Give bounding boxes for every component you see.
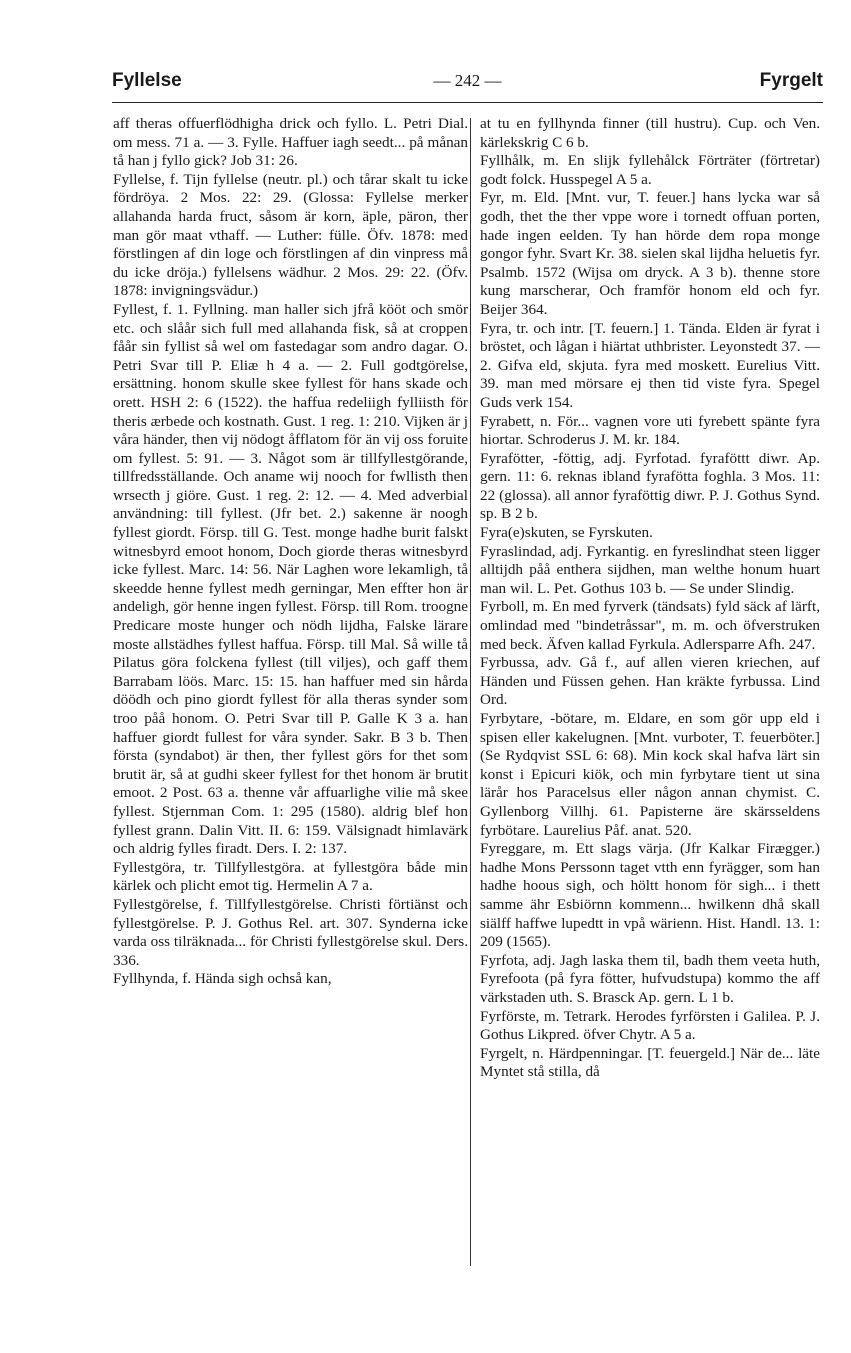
entry-fyllest: Fyllest, f. 1. Fyllning. man haller sich jfrå kööt och smör etc. och slåår sich full med allahanda fisk, så at croppen fåår sin fyllist så wel om fastedagar som andro dagar. O. Petri Svar till P. Eliæ h 4 a. — 2. Full godtgörelse, ersättning. honom skulle skee fyllest för hans skade och orett. HSH 2: 6 (1522). the haffua redeliigh fylliisth för theris ærbede och kostnath. Gust. 1 reg. 1: 210. Vijken är j våra händer, then vij nödogt åfflatom för än vij oss foruite om fyllest. 5: 91. — 3. Något som är tillfyllestgörande, tillfredsställande. Och aname wij nooch for fwllisth then wrsecth j giöre. Gust. 1 reg. 2: 12. — 4. Med adverbial användning: till fyllest. (Jfr bet. 2.) sakenne är noogh fyllest giordt. Försp. till G. Test. monge hadhe burit falskt witnesbyrd emoot honom, Doch giorde theras witnesbyrd icke fyllest. Marc. 14: 56. När Laghen wore lekamligh, tå skeedde henne fyllest medh gerningar, Men effter hon är andeligh, gör henne ingen fyllest. Försp. till Rom. troogne Predicare moste hunger och nödh lijdha, Falske lärare moste allstädhes fyllest haffua. Försp. till Mal. Så wille tå Pilatus göra folckena fyllest (till viljes), och gaff them Barrabam löös. Marc. 15: 15. han haffuer med sin hårda döödh och pino giordt fyllest för alla theras synder som troo påå honom. O. Petri Svar till P. Galle K 3 a. han haffuer giordt fullest for våra synder. Sakr. B 3 b. Then första (syndabot) är then, ther fyllest görs for thet som brutit är, så at gudhi skeer fyllest for thet honom är brutit emoot. 2 Post. 63 a. thenne vår affuarlighe vilie må skee fyllest. Stjernman Com. 1: 295 (1580). aldrig blef hon fyllest grann. Dalin Vitt. II. 6: 159. Välsignadt himlavärk och aldrig fylles firadt. Ders. I. 2: 137. (113, 300, 468, 858)
entry-fyraeskuten: Fyra(e)skuten, se Fyrskuten. (480, 524, 653, 542)
entry-fyraslindad: Fyraslindad, adj. Fyrkantig. en fyreslindhat steen ligger alltijdh påå enthera sijdhen, man welthe honum huart man wil. L. Pet. Gothus 103 b. — Se under Slindig. (480, 542, 820, 597)
left-column (113, 115, 468, 989)
entry-fyrabett: Fyrabett, n. För... vagnen vore uti fyrebett spänte fyra hiortar. Schroderus J. M. kr. 184. (480, 412, 820, 449)
entry-fyllhynda-continued: at tu en fyllhynda finner (till hustru). Cup. och Ven. kärlekskrig C 6 b. (480, 115, 820, 151)
header-last-word: Fyrgelt (759, 70, 823, 91)
entry-fyrforste: Fyrförste, m. Tetrark. Herodes fyrförsten i Galilea. P. J. Gothus Likpred. öfver Chytr. A 5 a. (480, 1007, 820, 1044)
entry-fyllelse: Fyllelse, f. Tijn fyllelse (neutr. pl.) och tårar skalt tu icke fördröya. 2 Mos. 22: 29. (Glossa: Fyllelse merker allahanda harda fruct, såsom är korn, äple, päron, ther man gör maat vthaff. — Luther: fülle. Öfv. 1878: med förstlingen af din loge och förstlingen af din vinpress må du icke dröja.) fyllelsens wädhur. 2 Mos. 29: 22. (Öfv. 1878: invigningsvädur.) (113, 170, 468, 300)
right-column (480, 115, 820, 1082)
entry-fylle-continued: aff theras offuerflödhigha drick och fyllo. L. Petri Dial. om mess. 71 a. — 3. Fylle. Haffuer iagh seedt... på månan tå han j fyllo gick? Job 31: 26. (113, 115, 468, 170)
entry-fyllhalk: Fyllhålk, m. En slijk fyllehålck Förträter (förtretar) godt folck. Husspegel A 5 a. (480, 152, 820, 188)
entry-fyllestgora: Fyllestgöra, tr. Tillfyllestgöra. at fyllestgöra både min kärlek och plicht emot tig. Hermelin A 7 a. (113, 858, 468, 895)
entry-fyrafotter: Fyrafötter, -föttig, adj. Fyrfotad. fyraföttt diwr. Ap. gern. 11: 6. reknas ibland fyrafötta foghla. 3 Mos. 11: 22 (glossa). all annor fyraföttig diwr. P. J. Gothus Synd. sp. B 2 b. (480, 449, 820, 523)
entry-fyrbussa: Fyrbussa, adv. Gå f., auf allen vieren kriechen, auf Händen und Füssen gehen. Han kräkte fyrbussa. Lind Ord. (480, 654, 820, 709)
column-divider (470, 118, 471, 1266)
entry-fyrgelt: Fyrgelt, n. Härdpenningar. [T. feuergeld.] När de... läte Myntet stå stilla, då (480, 1044, 820, 1081)
entry-fyllhynda: Fyllhynda, f. Hända sigh ochså kan, (113, 970, 332, 988)
entry-fyr: Fyr, m. Eld. [Mnt. vur, T. feuer.] hans lycka war så godh, thet the ther vppe wore i tornedt offuan porten, hade ingen eelden. Ty han hörde dem ropa monge gongor fyhr. Svart Kr. 38. sielen skal lijdha heluetis fyr. Psalmb. 1572 (Wijsa om dryck. A 3 b). thenne store kung marscherar, Och framför honom eld och fyr. Beijer 364. (480, 189, 820, 318)
entry-fyrboll: Fyrboll, m. En med fyrverk (tändsats) fyld säck af lärft, omlindad med "bindetråssar", m. m. och öfverstruken med beck. Äfven kallad Fyrkula. Adlersparre Afh. 247. (480, 598, 820, 653)
entry-fyrfota: Fyrfota, adj. Jagh laska them til, badh them veeta huth, Fyrefoota (på fyra fötter, hufvudstupa) kommo the aff värkstaden uth. S. Brasck Ap. gern. L 1 b. (480, 951, 820, 1006)
header-rule (112, 102, 823, 103)
header-first-word: Fyllelse (112, 70, 182, 91)
entry-fyllestgorelse: Fyllestgörelse, f. Tillfyllestgörelse. Christi förtiänst och fyllestgörelse. P. J. Gothus Rel. art. 307. Synderna icke varda oss tilräknada... för Christi fyllestgörelse skul. Ders. 336. (113, 895, 468, 969)
entry-fyrbytare: Fyrbytare, -bötare, m. Eldare, en som gör upp eld i spisen eller kakelugnen. [Mnt. vurboter, T. feuerböter.] (Se Rydqvist SSL 6: 68). Min kock skal hafva lärt sin konst i Epicuri kiök, och min fyrbytare tient ut sina lärår hos Paracelsus eller någon annan chymist. C. Gyllenborg Villhj. 61. Papisterne äre skärsseldens fyrbötare. Laurelius Påf. anat. 520. (480, 710, 820, 839)
running-header (112, 70, 823, 100)
page-number: — 242 — (433, 71, 502, 90)
entry-fyra: Fyra, tr. och intr. [T. feuern.] 1. Tända. Elden är fyrat i bröstet, och lågan i hiärtat uthbrister. Leyonstedt 37. — 2. Gifva eld, skjuta. fyra med moskett. Eurelius Vitt. 39. man med mörsare ej then tid viste fyra. Spegel Guds verk 154. (480, 319, 820, 411)
entry-fyreggare: Fyreggare, m. Ett slags värja. (Jfr Kalkar Firægger.) hadhe Mons Perssonn taget vtth enn fyrägger, som han hadhe hoous sigh, och höltt honom för sigh... i thett samme ähr Esbiörnn kommenn... hwilkenn dhå skall siälff haffwe lupedtt in vpå wärienn. Hist. Handl. 13. 1: 209 (1565). (480, 840, 820, 951)
